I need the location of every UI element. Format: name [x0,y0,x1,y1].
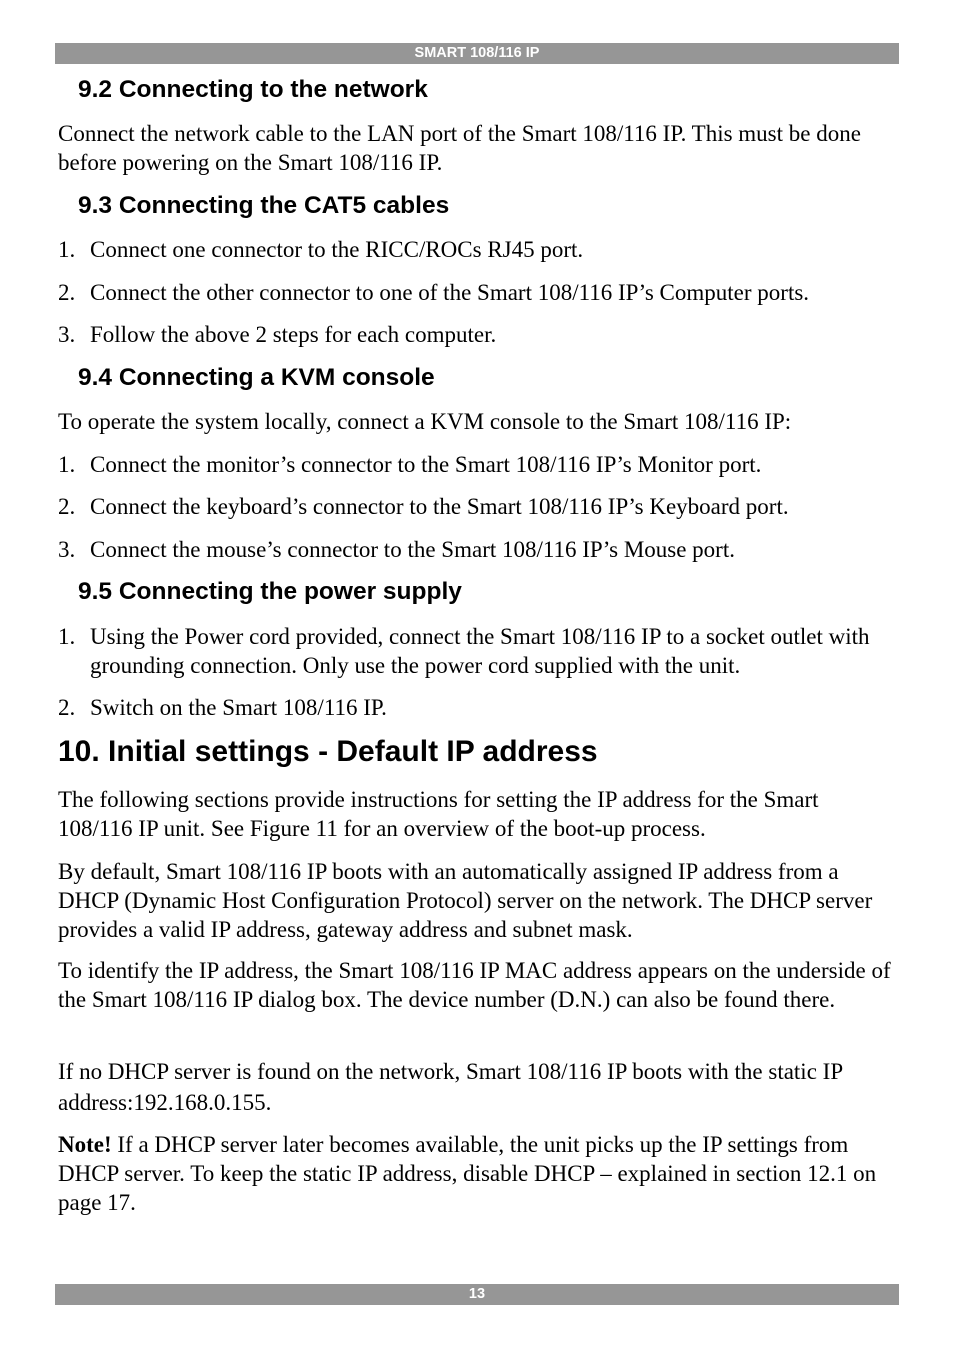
list-text: Connect the monitor’s connector to the Smart 108/116 IP’s Monitor port. [90,452,762,477]
list-text: Switch on the Smart 108/116 IP. [90,695,387,720]
page-number: 13 [468,1286,486,1302]
paragraph-10-1: The following sections provide instructions for setting the IP address for the Smart 108/116 IP unit. See Figure 11 for an overview of the boot-up process. [58,787,819,841]
heading-10: 10. Initial settings - Default IP address [58,735,598,768]
paragraph-10-2: By default, Smart 108/116 IP boots with an automatically assigned IP address from a DHCP (Dynamic Host Configuration Protocol) server on the network. The DHCP server provides a valid IP address, gateway address and subnet mask. [58,859,873,942]
paragraph-9-2: Connect the network cable to the LAN port of the Smart 108/116 IP. This must be done before powering on the Smart 108/116 IP. [58,121,861,175]
list-item [58,492,898,521]
list-item [58,320,898,349]
header-bar [55,43,899,64]
heading-9-5: 9.5 Connecting the power supply [78,578,462,605]
header-title: SMART 108/116 IP [414,45,540,61]
list-number: 1. [58,624,76,649]
note-paragraph [58,1130,898,1217]
note-text: If a DHCP server later becomes available, the unit picks up the IP settings from DHCP server. To keep the static IP address, disable DHCP – explained in section 12.1 on page 17. [58,1132,877,1215]
list-item [58,450,898,479]
list-number: 2. [58,695,76,720]
list-text: Follow the above 2 steps for each computer. [90,322,497,347]
list-item [58,622,898,680]
list-item [58,278,898,307]
list-number: 3. [58,322,76,347]
list-text: Connect the keyboard’s connector to the Smart 108/116 IP’s Keyboard port. [90,494,789,519]
heading-9-3: 9.3 Connecting the CAT5 cables [78,192,450,219]
heading-9-4: 9.4 Connecting a KVM console [78,364,435,391]
list-text: Connect the other connector to one of the Smart 108/116 IP’s Computer ports. [90,280,810,305]
paragraph-9-4: To operate the system locally, connect a KVM console to the Smart 108/116 IP: [58,409,792,434]
paragraph-10-4: If no DHCP server is found on the network, Smart 108/116 IP boots with the static IP address:192.168.0.155. [58,1059,843,1115]
list-number: 3. [58,537,76,562]
heading-9-2: 9.2 Connecting to the network [78,76,428,103]
list-number: 1. [58,237,76,262]
list-number: 2. [58,280,76,305]
list-item [58,693,898,722]
footer-bar [55,1284,899,1305]
list-number: 1. [58,452,76,477]
list-text: Using the Power cord provided, connect the Smart 108/116 IP to a socket outlet with grounding connection. Only use the power cord supplied with the unit. [90,624,870,678]
list-text: Connect one connector to the RICC/ROCs RJ45 port. [90,237,584,262]
note-label: Note! [58,1132,112,1157]
list-number: 2. [58,494,76,519]
list-text: Connect the mouse’s connector to the Smart 108/116 IP’s Mouse port. [90,537,735,562]
list-item [58,235,898,264]
paragraph-10-3: To identify the IP address, the Smart 108/116 IP MAC address appears on the underside of the Smart 108/116 IP dialog box. The device number (D.N.) can also be found there. [58,958,891,1012]
list-item [58,535,898,564]
